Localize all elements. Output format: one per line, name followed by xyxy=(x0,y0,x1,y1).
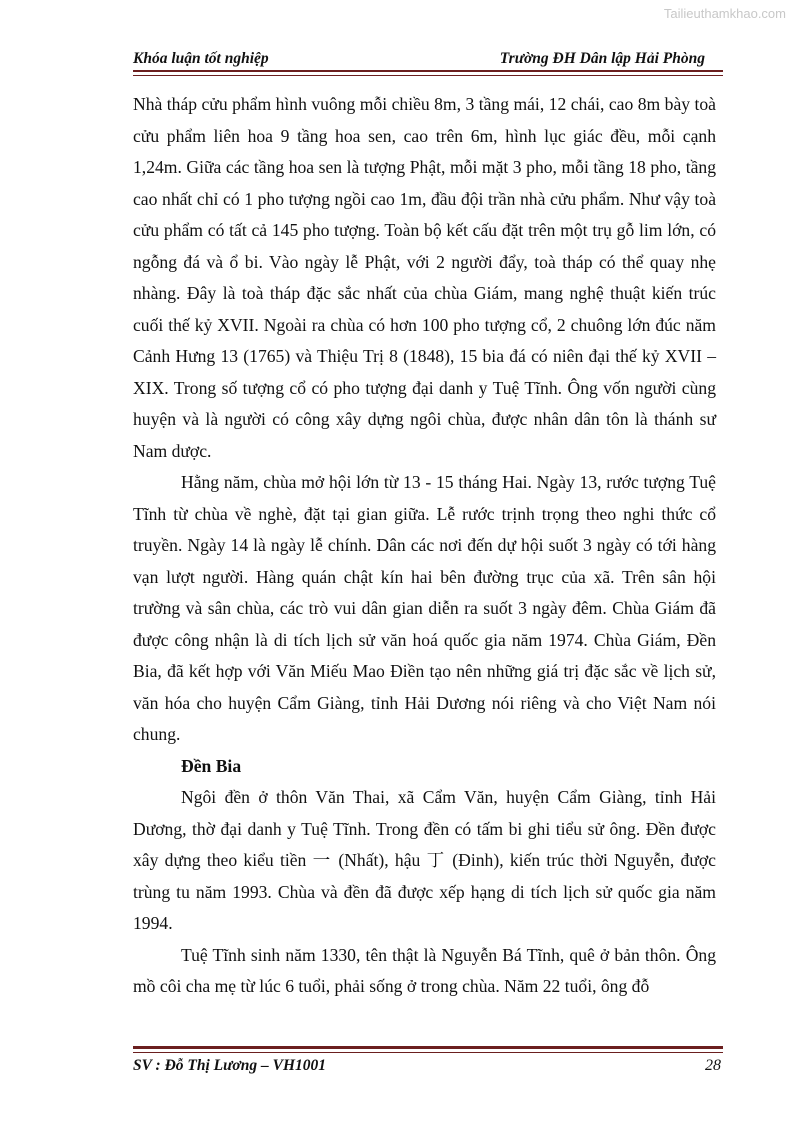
footer-rule xyxy=(133,1046,723,1049)
header-university: Trường ĐH Dân lập Hải Phòng xyxy=(499,50,705,67)
paragraph-festival: Hằng năm, chùa mở hội lớn từ 13 - 15 tháng Hai. Ngày 13, rước tượng Tuệ Tĩnh từ chùa về nghè, đặt tại gian giữa. Lễ rước trịnh trọng theo nghi thức cổ truyền. Ngày 14 là ngày lễ chính. Dân các nơi đến dự hội suốt 3 ngày có tới hàng vạn lượt người. Hàng quán chật kín hai bên đường trục của xã. Trên sân hội trường và sân chùa, các trò vui dân gian diễn ra suốt 3 ngày đêm. Chùa Giám đã được công nhận là di tích lịch sử văn hoá quốc gia năm 1974. Chùa Giám, Đền Bia, đã kết hợp với Văn Miếu Mao Điền tạo nên những giá trị đặc sắc về lịch sử, văn hóa cho huyện Cẩm Giàng, tỉnh Hải Dương nói riêng và cho Việt Nam nói chung. xyxy=(133,472,716,744)
section-heading-den-bia: Đền Bia xyxy=(181,755,242,776)
paragraph-tue-tinh: Tuệ Tĩnh sinh năm 1330, tên thật là Nguyễn Bá Tĩnh, quê ở bản thôn. Ông mồ côi cha mẹ từ lúc 6 tuổi, phải sống ở trong chùa. Năm 22 tuổi, ông đỗ xyxy=(133,944,716,996)
header-rule-thin xyxy=(133,75,723,76)
page-footer xyxy=(133,1057,721,1075)
paragraph-den-bia: Ngôi đền ở thôn Văn Thai, xã Cẩm Văn, huyện Cẩm Giàng, tỉnh Hải Dương, thờ đại danh y Tuệ Tĩnh. Trong đền có tấm bi ghi tiểu sử ông. Đền được xây dựng theo kiểu tiền 一 (Nhất), hậu 丁 (Đinh), kiến trúc thời Nguyễn, được trùng tu năm 1993. Chùa và đền đã được xếp hạng di tích lịch sử quốc gia năm 1994. xyxy=(133,787,716,933)
page-number: 28 xyxy=(705,1057,721,1074)
footer-rule-thin xyxy=(133,1052,723,1053)
watermark-text: Tailieuthamkhao.com xyxy=(663,6,786,21)
page-header xyxy=(133,50,705,68)
footer-student: SV : Đỗ Thị Lương – VH1001 xyxy=(133,1057,327,1074)
page-body xyxy=(133,89,716,1003)
header-rule xyxy=(133,70,723,72)
header-thesis-title: Khóa luận tốt nghiệp xyxy=(133,50,269,67)
paragraph-cuu-pham: Nhà tháp cửu phẩm hình vuông mỗi chiều 8m, 3 tầng mái, 12 chái, cao 8m bày toà cửu phẩm liên hoa 9 tầng hoa sen, cao trên 6m, hình lục giác đều, mỗi cạnh 1,24m. Giữa các tầng hoa sen là tượng Phật, mỗi mặt 3 pho, mỗi tầng 18 pho, tầng cao nhất chỉ có 1 pho tượng ngồi cao 1m, đầu đội trần nhà cửu phẩm. Như vậy toà cửu phẩm có tất cả 145 pho tượng. Toàn bộ kết cấu đặt trên một trụ gỗ lim lớn, có ngỗng đá và ổ bi. Vào ngày lễ Phật, với 2 người đẩy, toà tháp có thể quay nhẹ nhàng. Đây là toà tháp đặc sắc nhất của chùa Giám, mang nghệ thuật kiến trúc cuối thế kỷ XVII. Ngoài ra chùa có hơn 100 pho tượng cổ, 2 chuông lớn đúc năm Cảnh Hưng 13 (1765) và Thiệu Trị 8 (1848), 15 bia đá có niên đại thế kỷ XVII – XIX. Trong số tượng cổ có pho tượng đại danh y Tuệ Tĩnh. Ông vốn người cùng huyện và là người có công xây dựng ngôi chùa, được nhân dân tôn là thánh sư Nam dược. xyxy=(133,94,716,461)
